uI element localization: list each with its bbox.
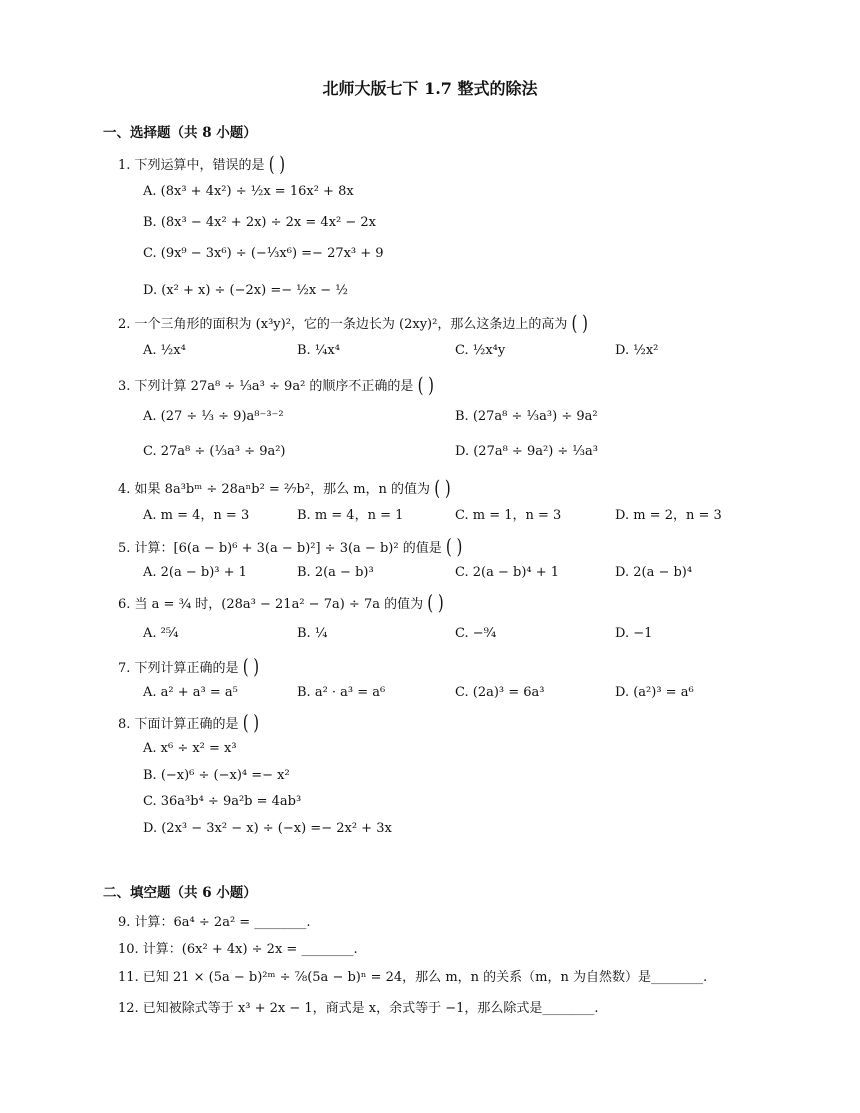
question-2-option-a: A. ½x⁴ (143, 343, 186, 358)
question-4-option-a: A. m = 4，n = 3 (143, 508, 250, 523)
answer-paren: ( ) (268, 151, 286, 177)
question-2-text: 2. 一个三角形的面积为 (x³y)²，它的一条边长为 (2xy)²，那么这条边上的高为 (118, 317, 568, 332)
question-8-option-c: C. 36a³b⁴ ÷ 9a²b = 4ab³ (143, 794, 302, 809)
question-8-option-d: D. (2x³ − 3x² − x) ÷ (−x) =− 2x² + 3x (143, 821, 392, 836)
section-heading-choice: 一、选择题（共 8 小题） (103, 125, 257, 141)
question-3-option-c: C. 27a⁸ ÷ (⅓a³ ÷ 9a²) (143, 444, 286, 459)
question-11: 11. 已知 21 × (5a − b)²ᵐ ÷ ⁷⁄₈(5a − b)ⁿ = 24，那么 m，n 的关系（m，n 为自然数）是________. (118, 970, 708, 985)
answer-paren: ( ) (417, 372, 435, 398)
answer-paren: ( ) (242, 654, 260, 680)
question-5-option-b: B. 2(a − b)³ (297, 565, 374, 580)
question-7-text: 7. 下列计算正确的是 (118, 661, 239, 676)
question-2-option-b: B. ¼x⁴ (297, 343, 340, 358)
question-3-text: 3. 下列计算 27a⁸ ÷ ⅓a³ ÷ 9a² 的顺序不正确的是 (118, 379, 414, 394)
question-10: 10. 计算：(6x² + 4x) ÷ 2x = ________. (118, 942, 358, 957)
document-title: 北师大版七下 1.7 整式的除法 (322, 79, 538, 98)
question-1-option-a: A. (8x³ + 4x²) ÷ ½x = 16x² + 8x (143, 184, 354, 199)
answer-paren: ( ) (434, 475, 451, 501)
question-3-option-d: D. (27a⁸ ÷ 9a²) ÷ ⅓a³ (455, 444, 598, 459)
section-heading-fill-blank: 二、填空题（共 6 小题） (103, 885, 257, 901)
question-7-stem (118, 654, 260, 680)
answer-paren: ( ) (571, 310, 588, 336)
question-7-option-c: C. (2a)³ = 6a³ (455, 685, 545, 700)
question-5-stem (118, 534, 463, 560)
question-5-option-c: C. 2(a − b)⁴ + 1 (455, 565, 560, 580)
question-1-option-b: B. (8x³ − 4x² + 2x) ÷ 2x = 4x² − 2x (143, 215, 376, 230)
question-5-option-d: D. 2(a − b)⁴ (615, 565, 693, 580)
question-4-stem (118, 475, 451, 501)
question-1-text: 1. 下列运算中，错误的是 (118, 158, 265, 173)
question-6-option-c: C. −⁹⁄₄ (455, 626, 497, 641)
question-2-option-d: D. ½x² (615, 343, 659, 358)
question-6-option-a: A. ²⁵⁄₄ (143, 626, 179, 641)
question-7-option-a: A. a² + a³ = a⁵ (143, 685, 238, 700)
question-3-stem (118, 372, 435, 398)
question-2-option-c: C. ½x⁴y (455, 343, 506, 358)
question-7-option-d: D. (a²)³ = a⁶ (615, 685, 694, 700)
question-5-text: 5. 计算：[6(a − b)⁶ + 3(a − b)²] ÷ 3(a − b)² 的值是 (118, 541, 442, 556)
question-7-option-b: B. a² · a³ = a⁶ (297, 685, 386, 700)
question-8-option-b: B. (−x)⁶ ÷ (−x)⁴ =− x² (143, 768, 290, 783)
question-3-option-a: A. (27 ÷ ⅓ ÷ 9)a⁸⁻³⁻² (143, 409, 284, 424)
question-6-text: 6. 当 a = ¾ 时，(28a³ − 21a² − 7a) ÷ 7a 的值为 (118, 597, 424, 612)
question-5-option-a: A. 2(a − b)³ + 1 (143, 565, 247, 580)
question-6-stem (118, 590, 444, 616)
question-9: 9. 计算：6a⁴ ÷ 2a² = ________. (118, 915, 311, 930)
question-4-option-d: D. m = 2，n = 3 (615, 508, 722, 523)
question-6-option-b: B. ¼ (297, 626, 328, 641)
answer-paren: ( ) (242, 710, 260, 736)
question-4-option-b: B. m = 4，n = 1 (297, 508, 404, 523)
question-4-option-c: C. m = 1，n = 3 (455, 508, 562, 523)
question-3-option-b: B. (27a⁸ ÷ ⅓a³) ÷ 9a² (455, 409, 598, 424)
question-12: 12. 已知被除式等于 x³ + 2x − 1，商式是 x，余式等于 −1，那么除式是________. (118, 1001, 599, 1016)
question-4-text: 4. 如果 8a³bᵐ ÷ 28aⁿb² = ²⁄₇b²，那么 m，n 的值为 (118, 482, 431, 497)
question-6-option-d: D. −1 (615, 626, 653, 641)
question-8-stem (118, 710, 260, 736)
question-1-option-c: C. (9x⁹ − 3x⁶) ÷ (−⅓x⁶) =− 27x³ + 9 (143, 246, 384, 261)
question-8-text: 8. 下面计算正确的是 (118, 717, 239, 732)
question-1-stem (118, 151, 286, 177)
question-8-option-a: A. x⁶ ÷ x² = x³ (143, 741, 237, 756)
answer-paren: ( ) (427, 590, 444, 616)
question-1-option-d: D. (x² + x) ÷ (−2x) =− ½x − ½ (143, 283, 348, 298)
question-2-stem (118, 310, 588, 336)
answer-paren: ( ) (445, 534, 463, 560)
